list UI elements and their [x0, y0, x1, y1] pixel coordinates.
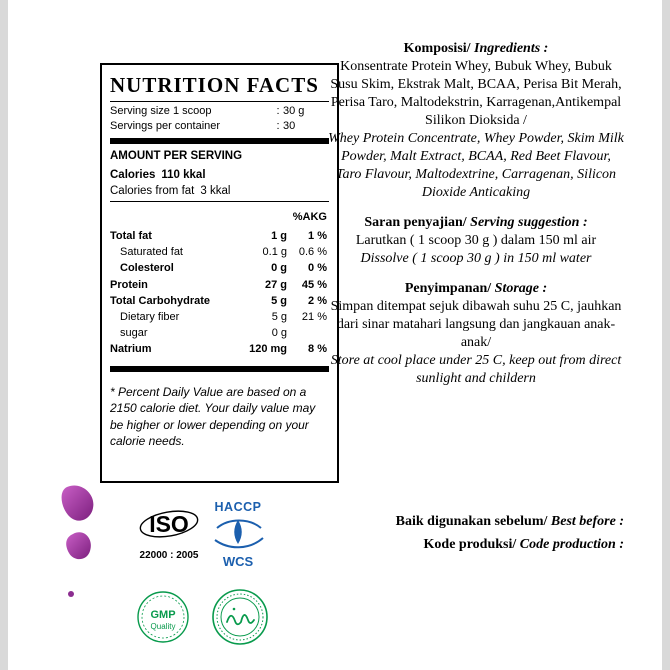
gmp-logo-text: GMP — [150, 609, 176, 621]
calories-from-fat-label: Calories from fat — [110, 185, 195, 197]
best-before-block — [328, 510, 624, 556]
nutrient-amount: 5 g — [271, 294, 287, 307]
storage-text-id: Simpan ditempat sejuk dibawah suhu 25 C, jauhkan dari sinar matahari langsung dan jangkauan anak-anak/ — [330, 299, 622, 350]
divider-thin — [110, 101, 329, 102]
divider-thin — [110, 201, 329, 202]
iso-logo-text: ISO — [149, 511, 189, 537]
haccp-logo — [205, 498, 271, 578]
haccp-logo-text: HACCP — [214, 500, 262, 514]
code-production-id: Kode produksi/ — [423, 537, 517, 552]
ingredients-heading-id: Komposisi/ — [403, 41, 471, 56]
servings-value: 30 — [283, 120, 296, 132]
nutrient-dv: 2 % — [308, 294, 327, 307]
daily-value-column-header: %AKG — [292, 211, 327, 223]
divider-thick — [110, 366, 329, 372]
nutrient-amount: 120 mg — [249, 343, 287, 356]
nutrient-dv: 1 % — [308, 230, 327, 242]
best-before-id: Baik digunakan sebelum/ — [395, 514, 548, 529]
gmp-quality-logo — [136, 586, 190, 650]
separator-colon: : — [276, 120, 280, 132]
serving-suggestion-heading-id: Saran penyajian/ — [364, 215, 467, 230]
splash-blob-top — [62, 485, 94, 520]
product-info-column — [328, 40, 624, 388]
nutrient-dv — [287, 325, 329, 341]
divider-thick — [110, 138, 329, 144]
page-edge-left — [0, 0, 8, 670]
calories-from-fat-value: 3 kkal — [200, 185, 231, 197]
halal-inner-ring — [221, 598, 259, 636]
amount-per-serving-header: AMOUNT PER SERVING — [110, 150, 243, 162]
ingredients-heading-en: Ingredients : — [474, 41, 549, 56]
iso-standard-number: 22000 : 2005 — [139, 550, 199, 561]
nutrient-amount: 27 g — [264, 278, 287, 291]
page-edge-right — [662, 0, 670, 670]
code-production-en: Code production : — [519, 537, 624, 552]
halal-script-dot — [233, 608, 236, 611]
ingredients-text-id: Konsentrate Protein Whey, Bubuk Whey, Bubuk Susu Skim, Ekstrak Malt, BCAA, Perisa Bit Merah, Perisa Taro, Maltodekstrin, Karragenan,Antikempal Silikon Dioksida / — [330, 59, 622, 128]
servings-per-container-row — [110, 119, 329, 134]
nutrient-dv: 0 % — [308, 262, 327, 275]
ingredients-heading — [328, 40, 624, 58]
daily-value-footnote: * Percent Daily Value are based on a 2150 calorie diet. Your daily value may be higher or lower depending on your calorie needs. — [110, 384, 316, 449]
halal-certification-logo — [211, 581, 269, 655]
iso-22000-logo — [138, 503, 200, 571]
nutrient-amount: 0.1 g — [262, 246, 287, 259]
nutrient-label: Total fat — [110, 230, 152, 242]
table-row — [110, 293, 329, 309]
serving-suggestion-heading — [328, 214, 624, 232]
table-row — [110, 228, 329, 244]
nutrient-label: Total Carbohydrate — [110, 294, 211, 307]
nutrient-label: Colesterol — [120, 262, 174, 275]
calories-label: Calories — [110, 169, 156, 181]
servings-label: Servings per container — [110, 120, 221, 132]
calories-value: 110 kkal — [161, 169, 206, 181]
calories-from-fat-row — [110, 183, 329, 199]
storage-heading-id: Penyimpanan/ — [404, 281, 492, 296]
nutrient-label: Natrium — [110, 343, 152, 356]
wcs-logo-text: WCS — [222, 554, 254, 569]
nutrient-dv: 0.6 % — [298, 246, 327, 259]
serving-suggestion-text-id: Larutkan ( 1 scoop 30 g ) dalam 150 ml air — [355, 233, 597, 248]
nutrient-label: sugar — [120, 327, 148, 340]
nutrient-amount: 1 g — [271, 230, 287, 242]
table-row — [110, 277, 329, 293]
haccp-flame-shape — [234, 520, 242, 544]
nutrient-dv: 8 % — [308, 343, 327, 356]
best-before-line — [328, 510, 624, 533]
table-row — [110, 325, 329, 341]
table-row — [110, 309, 329, 325]
halal-arabic-script — [227, 615, 254, 624]
nutrient-label: Saturated fat — [120, 246, 183, 259]
nutrient-dv: 45 % — [301, 278, 327, 291]
nutrient-amount: 5 g — [271, 311, 287, 324]
gmp-quality-text: Quality — [150, 622, 176, 631]
nutrient-label: Dietary fiber — [120, 311, 180, 324]
serving-suggestion-heading-en: Serving suggestion : — [470, 215, 588, 230]
separator-colon: : — [276, 105, 280, 117]
splash-blob-bottom — [66, 532, 91, 559]
splash-dot — [68, 591, 74, 597]
calories-row — [110, 167, 329, 183]
storage-text-en: Store at cool place under 25 C, keep out from direct sunlight and childern — [330, 353, 622, 386]
code-production-line — [328, 533, 624, 556]
serving-size-label: Serving size 1 scoop — [110, 105, 212, 117]
nutrient-dv: 21 % — [301, 311, 327, 324]
ingredients-text-en: Whey Protein Concentrate, Whey Powder, Skim Milk Powder, Malt Extract, BCAA, Red Beet Flavour, Taro Flavour, Maltodextrine, Carragenan, Silicon Dioxide Anticaking — [328, 131, 624, 200]
purple-splash-graphic — [55, 484, 101, 602]
best-before-en: Best before : — [550, 514, 624, 529]
nutrient-amount: 0 g — [271, 262, 287, 275]
serving-suggestion-text-en: Dissolve ( 1 scoop 30 g ) in 150 ml water — [360, 251, 592, 266]
halal-text-ring — [217, 594, 263, 640]
nutrient-label: Protein — [110, 278, 148, 291]
nutrition-facts-title: NUTRITION FACTS — [110, 73, 319, 97]
table-row — [110, 244, 329, 260]
table-row — [110, 341, 329, 357]
nutrient-amount: 0 g — [271, 327, 287, 340]
storage-heading-en: Storage : — [494, 281, 548, 296]
nutrition-facts-panel — [100, 63, 339, 483]
serving-size-row — [110, 104, 329, 119]
storage-heading — [328, 280, 624, 298]
table-row — [110, 260, 329, 276]
serving-size-value: 30 g — [283, 105, 305, 117]
